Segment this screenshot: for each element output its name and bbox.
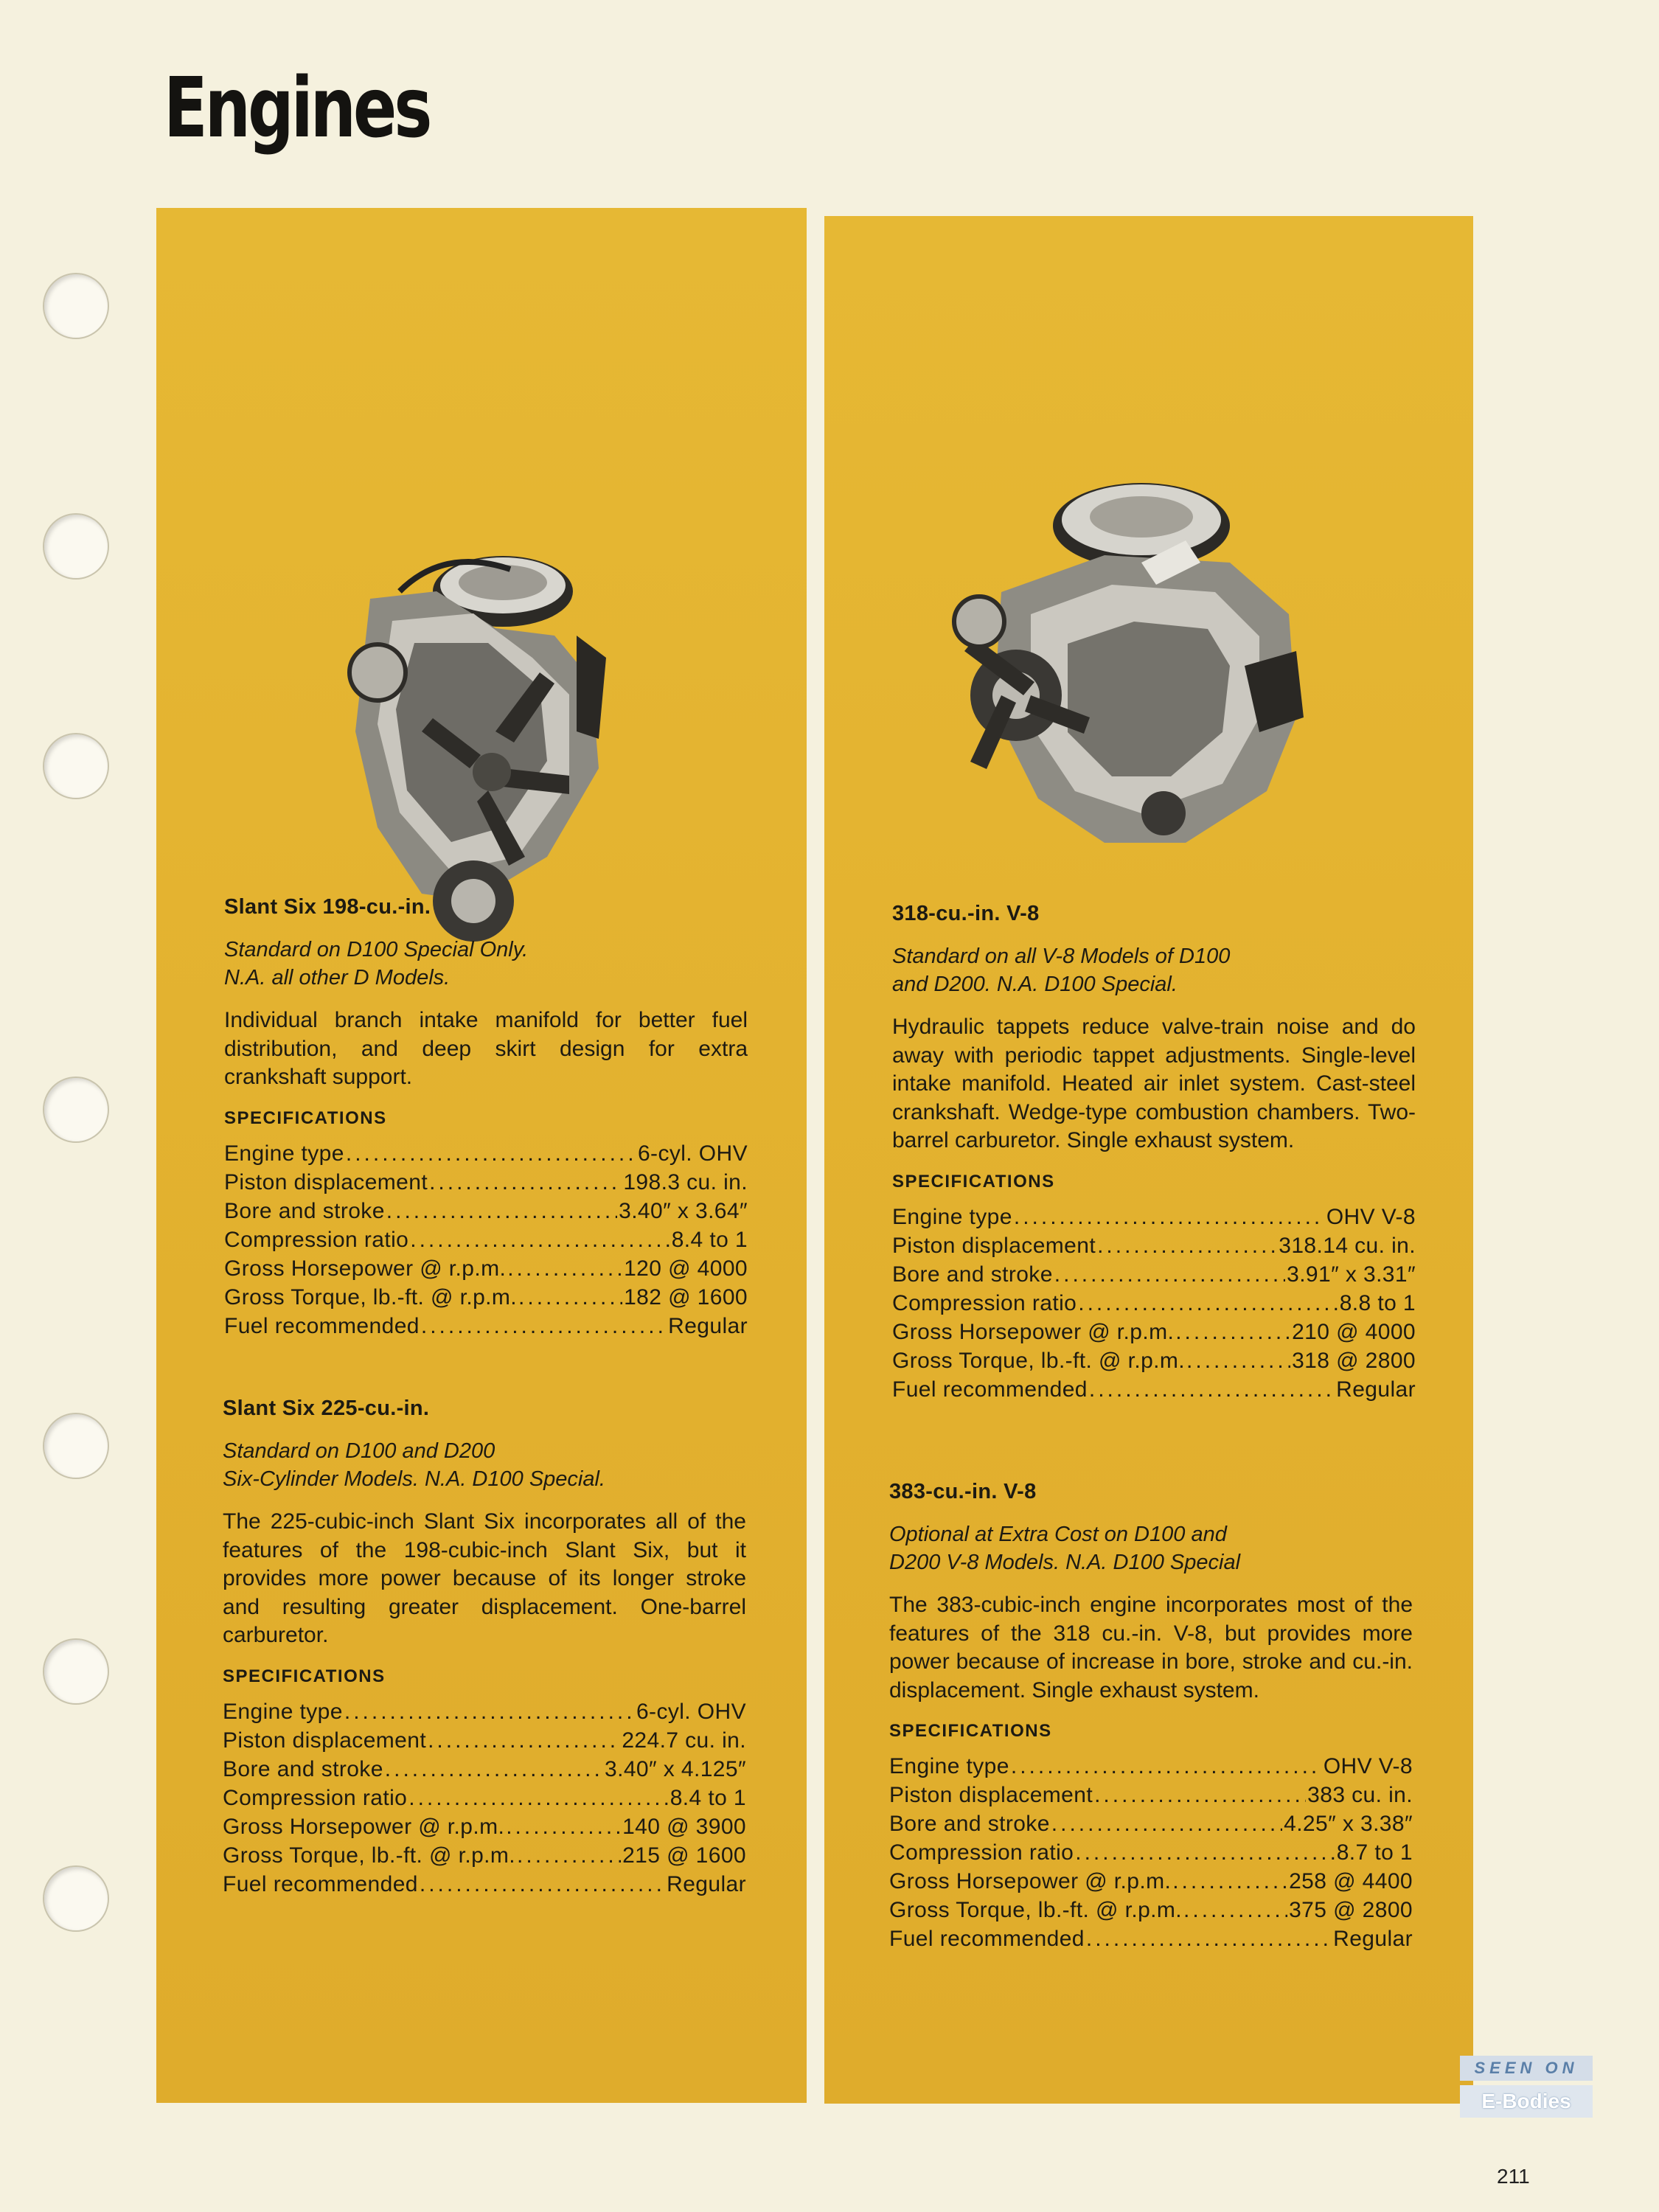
spec-value: 8.4 to 1 xyxy=(669,1785,746,1810)
spec-label: Bore and stroke xyxy=(224,1198,385,1223)
spec-row xyxy=(892,1260,1416,1289)
spec-value: Regular xyxy=(1333,1927,1413,1951)
watermark-line1: SEEN ON xyxy=(1460,2056,1593,2081)
spec-label: Fuel recommended xyxy=(889,1927,1085,1951)
spec-label: Gross Horsepower @ r.p.m. xyxy=(889,1869,1172,1893)
spec-label: Piston displacement xyxy=(892,1233,1096,1258)
spec-label: Compression ratio xyxy=(224,1227,409,1252)
spec-label: Bore and stroke xyxy=(223,1756,383,1781)
spec-row xyxy=(223,1726,746,1755)
section-title: 318-cu.-in. V-8 xyxy=(892,902,1040,925)
spec-row xyxy=(223,1755,746,1784)
specifications-heading: SPECIFICATIONS xyxy=(889,1721,1052,1741)
spec-label: Gross Torque, lb.-ft. @ r.p.m. xyxy=(892,1348,1186,1373)
spec-value: Regular xyxy=(667,1871,746,1896)
spec-row xyxy=(889,1752,1413,1781)
binder-hole xyxy=(43,1638,109,1705)
spec-row xyxy=(889,1867,1413,1896)
spec-value: 182 @ 1600 xyxy=(624,1284,748,1310)
spec-row xyxy=(224,1139,748,1168)
binder-hole xyxy=(43,1077,109,1143)
spec-row xyxy=(889,1781,1413,1809)
spec-value: 198.3 cu. in. xyxy=(623,1169,748,1194)
spec-row xyxy=(889,1838,1413,1867)
spec-value: 8.7 to 1 xyxy=(1336,1840,1413,1865)
section-description: Hydraulic tappets reduce valve-train noise and do away with periodic tappet adjustments. Single-level intake manifold. Heated air inlet system. Cast-steel crankshaft. Wedge-type combustion chambers. Two-barrel carburetor. Single exhaust system. xyxy=(892,1015,1416,1152)
specifications-heading: SPECIFICATIONS xyxy=(892,1171,1055,1192)
spec-label: Gross Torque, lb.-ft. @ r.p.m. xyxy=(889,1898,1183,1922)
engine-section-slant-six-198 xyxy=(224,895,748,1340)
v8-engine-photo xyxy=(920,371,1333,946)
spec-label: Gross Torque, lb.-ft. @ r.p.m. xyxy=(223,1843,516,1868)
seen-on-e-bodies-watermark xyxy=(1460,2056,1593,2122)
engine-section-383-v8 xyxy=(889,1480,1413,1953)
section-description: The 383-cubic-inch engine incorporates most of the features of the 318 cu.-in. V-8, but provides more power because of increase in bore, stroke and cu.-in. displacement. Single exhaust system. xyxy=(889,1593,1413,1703)
spec-label: Piston displacement xyxy=(224,1169,428,1194)
spec-value: 210 @ 4000 xyxy=(1292,1319,1416,1344)
spec-row xyxy=(224,1283,748,1312)
spec-value: OHV V-8 xyxy=(1323,1754,1413,1778)
spec-row xyxy=(892,1289,1416,1318)
spec-value: 4.25″ x 3.38″ xyxy=(1284,1812,1413,1836)
engine-section-318-v8 xyxy=(892,902,1416,1404)
section-title: Slant Six 198-cu.-in. xyxy=(224,895,431,919)
spec-value: Regular xyxy=(668,1313,748,1338)
spec-row xyxy=(223,1870,746,1899)
spec-row xyxy=(223,1841,746,1870)
spec-label: Bore and stroke xyxy=(889,1812,1050,1836)
page-title: Engines xyxy=(164,60,430,156)
specifications-heading: SPECIFICATIONS xyxy=(224,1107,387,1128)
spec-value: 140 @ 3900 xyxy=(622,1814,746,1839)
section-availability-note: Standard on D100 Special Only. N.A. all other D Models. xyxy=(224,938,529,990)
spec-value: OHV V-8 xyxy=(1326,1204,1416,1229)
section-description: Individual branch intake manifold for better fuel distribution, and deep skirt design for extra crankshaft support. xyxy=(224,1008,748,1089)
spec-label: Engine type xyxy=(892,1204,1012,1229)
engine-section-slant-six-225 xyxy=(223,1397,746,1899)
spec-value: 224.7 cu. in. xyxy=(622,1728,746,1753)
spec-label: Compression ratio xyxy=(892,1290,1077,1315)
spec-label: Engine type xyxy=(889,1754,1009,1778)
spec-row xyxy=(892,1375,1416,1404)
spec-value: 318 @ 2800 xyxy=(1292,1348,1416,1373)
spec-label: Gross Horsepower @ r.p.m. xyxy=(892,1319,1175,1344)
spec-label: Engine type xyxy=(223,1699,343,1724)
spec-row xyxy=(892,1346,1416,1375)
spec-row xyxy=(224,1312,748,1340)
spec-value: 375 @ 2800 xyxy=(1289,1898,1413,1922)
spec-value: 8.4 to 1 xyxy=(671,1227,748,1252)
spec-value: 318.14 cu. in. xyxy=(1279,1233,1416,1258)
section-title: Slant Six 225-cu.-in. xyxy=(223,1397,430,1420)
section-availability-note: Standard on all V-8 Models of D100 and D200. N.A. D100 Special. xyxy=(892,945,1231,996)
binder-hole xyxy=(43,273,109,339)
slant-six-engine-photo xyxy=(326,355,665,990)
spec-row xyxy=(892,1203,1416,1231)
spec-value: Regular xyxy=(1336,1377,1416,1402)
spec-value: 258 @ 4400 xyxy=(1289,1869,1413,1893)
spec-label: Fuel recommended xyxy=(892,1377,1088,1402)
page-number: 211 xyxy=(1497,2165,1530,2188)
spec-row xyxy=(224,1225,748,1254)
spec-label: Piston displacement xyxy=(889,1783,1093,1807)
binder-hole xyxy=(43,733,109,799)
section-title: 383-cu.-in. V-8 xyxy=(889,1480,1037,1503)
spec-value: 3.91″ x 3.31″ xyxy=(1287,1262,1416,1287)
spec-row xyxy=(224,1197,748,1225)
section-availability-note: Optional at Extra Cost on D100 and D200 V-8 Models. N.A. D100 Special xyxy=(889,1523,1241,1574)
spec-row xyxy=(223,1784,746,1812)
spec-label: Gross Torque, lb.-ft. @ r.p.m. xyxy=(224,1284,518,1310)
spec-row xyxy=(889,1896,1413,1924)
spec-row xyxy=(892,1231,1416,1260)
spec-value: 8.8 to 1 xyxy=(1339,1290,1416,1315)
spec-label: Engine type xyxy=(224,1141,344,1166)
spec-label: Piston displacement xyxy=(223,1728,427,1753)
spec-value: 6-cyl. OHV xyxy=(637,1141,748,1166)
binder-hole xyxy=(43,1865,109,1932)
spec-label: Fuel recommended xyxy=(224,1313,420,1338)
spec-value: 120 @ 4000 xyxy=(624,1256,748,1281)
right-engine-panel xyxy=(824,216,1473,2104)
spec-row xyxy=(223,1812,746,1841)
spec-row xyxy=(889,1924,1413,1953)
spec-row xyxy=(889,1809,1413,1838)
section-description: The 225-cubic-inch Slant Six incorporates all of the features of the 198-cubic-inch Slant Six, but it provides more power because of its longer stroke and resulting greater displacement. One-barrel carburetor. xyxy=(223,1509,746,1647)
watermark-line2: E-Bodies xyxy=(1460,2085,1593,2118)
left-engine-panel xyxy=(156,208,807,2103)
spec-label: Bore and stroke xyxy=(892,1262,1053,1287)
spec-row xyxy=(224,1168,748,1197)
spec-label: Compression ratio xyxy=(223,1785,408,1810)
binder-hole xyxy=(43,1413,109,1479)
spec-label: Gross Horsepower @ r.p.m. xyxy=(224,1256,507,1281)
spec-value: 215 @ 1600 xyxy=(622,1843,746,1868)
spec-label: Compression ratio xyxy=(889,1840,1074,1865)
spec-value: 3.40″ x 4.125″ xyxy=(605,1756,746,1781)
spec-label: Gross Horsepower @ r.p.m. xyxy=(223,1814,505,1839)
spec-value: 383 cu. in. xyxy=(1307,1783,1413,1807)
specifications-heading: SPECIFICATIONS xyxy=(223,1666,386,1686)
spec-value: 6-cyl. OHV xyxy=(636,1699,746,1724)
spec-row xyxy=(223,1697,746,1726)
spec-value: 3.40″ x 3.64″ xyxy=(619,1198,748,1223)
spec-row xyxy=(892,1318,1416,1346)
section-availability-note: Standard on D100 and D200 Six-Cylinder Models. N.A. D100 Special. xyxy=(223,1439,605,1491)
spec-row xyxy=(224,1254,748,1283)
binder-hole xyxy=(43,513,109,580)
spec-label: Fuel recommended xyxy=(223,1871,418,1896)
